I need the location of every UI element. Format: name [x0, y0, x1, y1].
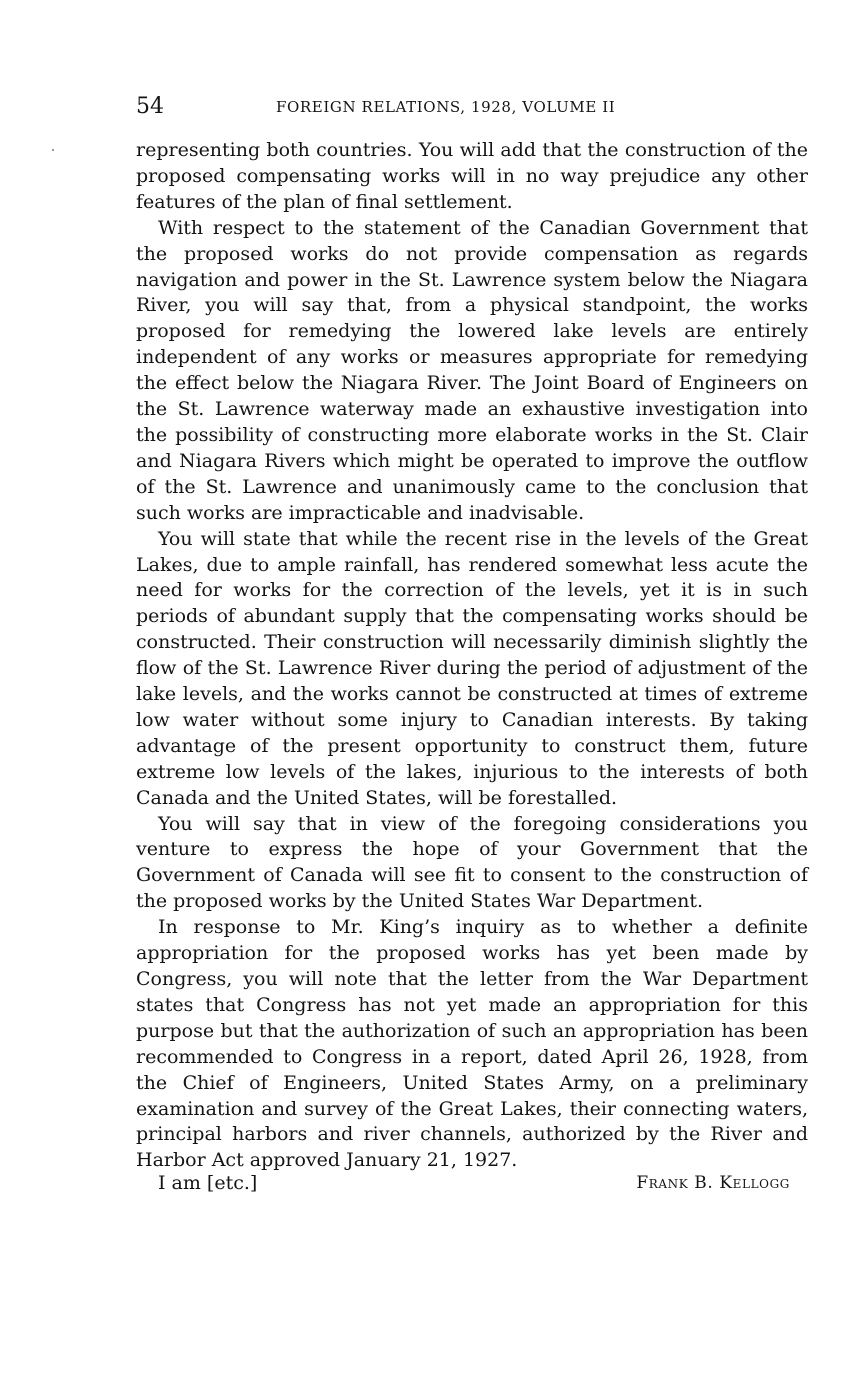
closing-salutation: I am [etc.] [158, 1172, 258, 1194]
paragraph-continued: representing both countries. You will add that the construction of the proposed compensating works will in no way prejudice any other features of the plan of final settlement. [136, 139, 808, 213]
paragraph-navigation-compensation: With respect to the statement of the Canadian Government that the proposed works do not provide compensation as regards navigation and power in the St. Lawrence system below the Niagara River, you will say that, from a physical standpoint, the works proposed for remedying the lowered lake levels are entirely independent of any works or measures appropriate for remedying the effect below the Niagara River. The Joint Board of Engineers on the St. Lawrence waterway made an exhaustive investigation into the possibility of constructing more elaborate works in the St. Clair and Niagara Rivers which might be operated to improve the outflow of the St. Lawrence and unanimously came to the conclusion that such works are impracticable and inadvisable. [136, 216, 808, 524]
scan-speck [52, 149, 54, 151]
signature: Frank B. Kellogg [636, 1173, 790, 1193]
paragraph-appropriation: In response to Mr. King’s inquiry as to whether a definite appropriation for the proposed works has yet been made by Congress, you will note that the letter from the War Department states that Congress has not yet made an appropriation for this purpose but that the authorization of such an appropriation has been recommended to Congress in a report, dated April 26, 1928, from the Chief of Engineers, United States Army, on a preliminary examination and survey of the Great Lakes, their connecting waters, principal harbors and river channels, authorized by the River and Harbor Act approved January 21, 1927. [136, 916, 808, 1172]
page-header [136, 92, 808, 122]
paragraph-lake-levels: You will state that while the recent rise in the levels of the Great Lakes, due to ample rainfall, has rendered somewhat less acute the need for works for the correction of the levels, yet it is in such periods of abundant supply that the compensating works should be constructed. Their construction will necessarily diminish slightly the flow of the St. Lawrence River during the period of adjustment of the lake levels, and the works cannot be constructed at times of extreme low water without some injury to Canadian interests. By taking advantage of the present opportunity to construct them, future extreme low levels of the lakes, injurious to the interests of both Canada and the United States, will be forestalled. [136, 527, 808, 809]
closing [136, 1170, 790, 1198]
page-number: 54 [136, 94, 164, 119]
running-head: FOREIGN RELATIONS, 1928, VOLUME II [276, 98, 616, 116]
paragraph-consent-request: You will say that in view of the foregoing considerations you venture to express the hope of your Government that the Government of Canada will see fit to consent to the construction of the proposed works by the United States War Department. [136, 812, 808, 913]
document-body [136, 138, 808, 1174]
